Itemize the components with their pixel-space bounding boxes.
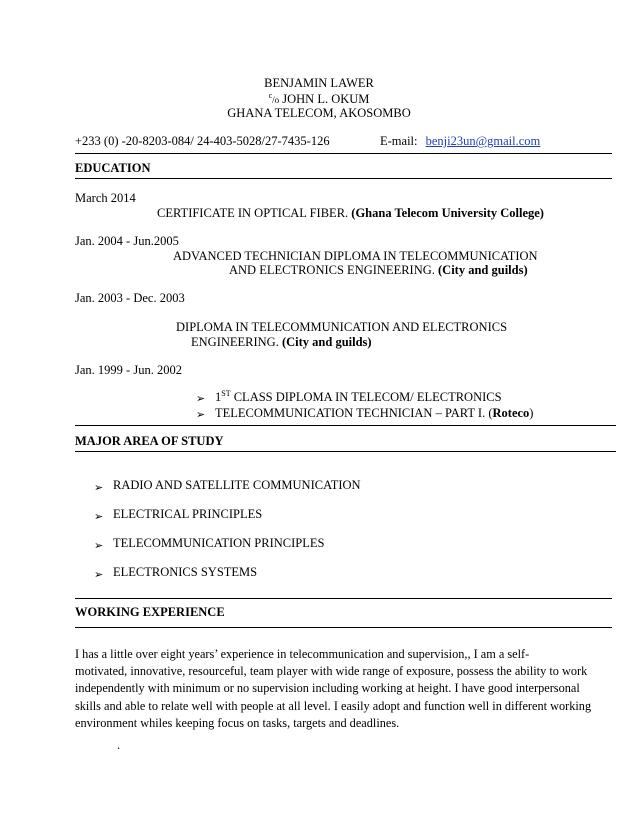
qualification-title: DIPLOMA IN TELECOMMUNICATION AND ELECTRONICS	[176, 320, 508, 334]
co-prefix-sup: c	[268, 91, 273, 100]
paragraph-line: environment whiles keeping focus on tasks, targets and deadlines.	[75, 715, 400, 730]
organization: GHANA TELECOM, AKOSOMBO	[227, 106, 411, 120]
paragraph-line: independently with minimum or no supervision including working at height. I have good interpersonal	[75, 681, 580, 696]
arrow-bullet-icon: ➢	[196, 409, 206, 421]
education-date: Jan. 2004 - Jun.2005	[75, 234, 179, 248]
education-qualification	[229, 263, 528, 278]
divider	[75, 425, 616, 426]
qualification-text: CLASS DIPLOMA IN TELECOM/ ELECTRONICS	[230, 390, 502, 405]
email-link[interactable]: benji23un@gmail.com	[425, 134, 541, 148]
qualification-title: ENGINEERING.	[191, 335, 279, 349]
qualification-text: TELECOMMUNICATION TECHNICIAN – PART I. (	[215, 406, 493, 420]
email-line	[380, 134, 540, 149]
divider	[75, 627, 612, 628]
applicant-name: BENJAMIN LAWER	[264, 76, 374, 90]
education-qualification	[157, 206, 544, 221]
qualification-text: )	[529, 406, 534, 420]
institution: (City and guilds)	[438, 263, 528, 277]
study-item: TELECOMMUNICATION PRINCIPLES	[113, 536, 325, 550]
phone-numbers: +233 (0) -20-8203-084/ 24-403-5028/27-7435-126	[75, 134, 330, 148]
institution: Roteco	[492, 406, 530, 420]
care-of-line	[0, 91, 638, 107]
institution: (City and guilds)	[281, 335, 372, 349]
email-label: E-mail:	[380, 134, 418, 148]
qualification-title: AND ELECTRONICS ENGINEERING.	[229, 263, 435, 277]
experience-paragraph	[75, 646, 592, 732]
qualification-title: ADVANCED TECHNICIAN DIPLOMA IN TELECOMMUNICATION	[173, 249, 538, 263]
education-date: Jan. 2003 - Dec. 2003	[75, 291, 185, 305]
co-prefix-sub: /o	[272, 95, 280, 106]
institution: (Ghana Telecom University College)	[351, 206, 544, 220]
arrow-bullet-icon: ➢	[196, 393, 206, 405]
qualification-text: 1	[215, 390, 222, 405]
study-item: ELECTRICAL PRINCIPLES	[113, 507, 263, 521]
paragraph-line: motivated, innovative, resourceful, team player with wide range of exposure, possess the ability to work	[75, 664, 588, 679]
divider	[75, 451, 616, 452]
co-name: JOHN L. OKUM	[279, 92, 370, 107]
divider	[75, 153, 612, 154]
qualification-item	[215, 389, 502, 405]
arrow-bullet-icon: ➢	[94, 569, 104, 581]
experience-heading: WORKING EXPERIENCE	[75, 605, 225, 619]
education-qualification	[191, 335, 372, 350]
divider	[75, 178, 612, 179]
paragraph-line: skills and able to relate well with people at all level. I easily adopt and function well in different working	[75, 698, 592, 713]
trailing-mark: .	[117, 738, 121, 752]
paragraph-line: I has a little over eight years’ experience in telecommunication and supervision,, I am a self-	[75, 647, 530, 661]
arrow-bullet-icon: ➢	[94, 540, 104, 552]
divider	[75, 598, 612, 599]
education-date: Jan. 1999 - Jun. 2002	[75, 363, 182, 377]
arrow-bullet-icon: ➢	[94, 482, 104, 494]
study-item: RADIO AND SATELLITE COMMUNICATION	[113, 478, 361, 492]
ordinal-sup: ST	[221, 389, 231, 398]
study-item: ELECTRONICS SYSTEMS	[113, 565, 258, 579]
qualification-title: CERTIFICATE IN OPTICAL FIBER.	[157, 206, 349, 220]
education-date: March 2014	[75, 191, 136, 205]
study-heading: MAJOR AREA OF STUDY	[75, 434, 224, 448]
qualification-item	[215, 406, 533, 421]
education-heading: EDUCATION	[75, 161, 151, 175]
arrow-bullet-icon: ➢	[94, 511, 104, 523]
